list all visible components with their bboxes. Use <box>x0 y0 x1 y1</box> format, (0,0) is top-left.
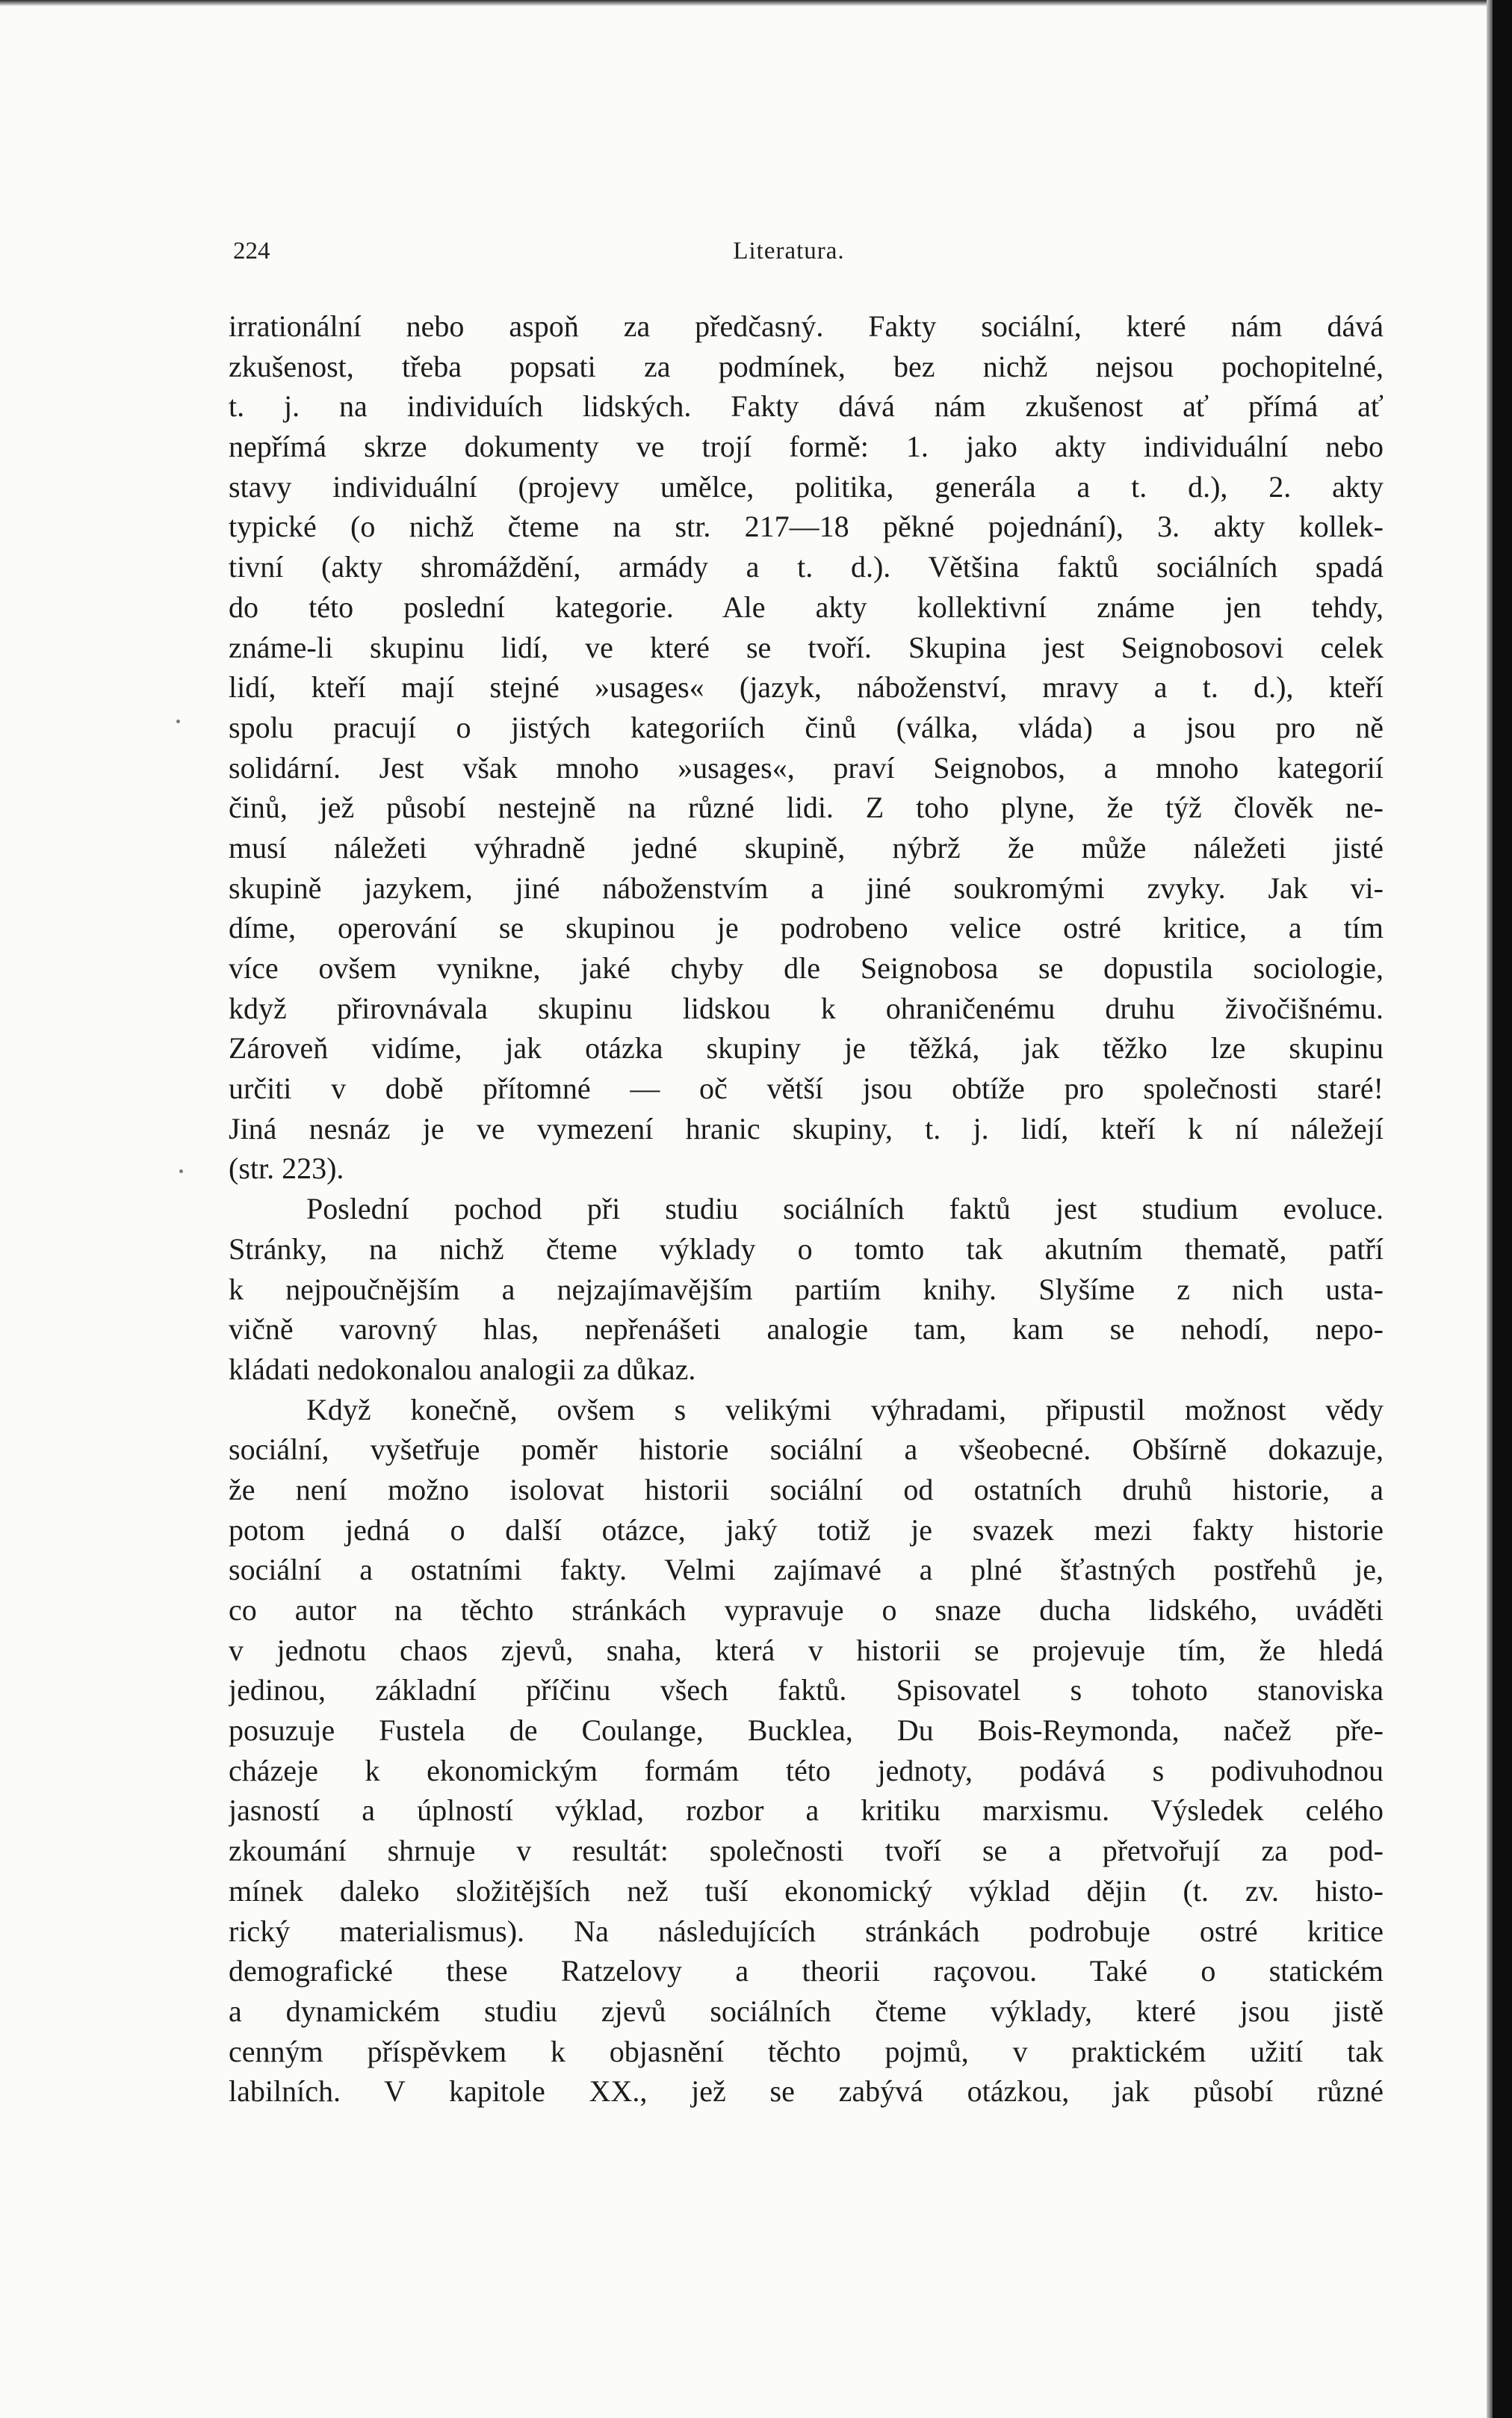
text-line: cenným příspěvkem k objasnění těchto pojmů, v praktickém užití tak <box>229 2034 1384 2068</box>
scan-speck <box>179 1169 183 1173</box>
text-line: díme, operování se skupinou je podrobeno velice ostré kritice, a tím <box>229 911 1384 945</box>
text-line: sociální, vyšetřuje poměr historie sociální a všeobecné. Obšírně dokazuje, <box>229 1432 1384 1467</box>
text-line: nepřímá skrze dokumenty ve trojí formě: 1. jako akty individuální nebo <box>229 430 1384 464</box>
text-line: vičně varovný hlas, nepřenášeti analogie tam, kam se nehodí, nepo- <box>229 1312 1384 1346</box>
text-line: když přirovnávala skupinu lidskou k ohraničenému druhu živočišnému. <box>229 991 1384 1025</box>
text-line: lidí, kteří mají stejné »usages« (jazyk, náboženství, mravy a t. d.), kteří <box>229 670 1384 705</box>
text-line: do této poslední kategorie. Ale akty kollektivní známe jen tehdy, <box>229 590 1384 624</box>
text-line: více ovšem vynikne, jaké chyby dle Seignobosa se dopustila sociologie, <box>229 951 1384 985</box>
text-line: určiti v době přítomné — oč větší jsou obtíže pro společnosti staré! <box>229 1072 1384 1106</box>
text-line: potom jedná o další otázce, jaký totiž je svazek mezi fakty historie <box>229 1512 1384 1547</box>
text-line: Zároveň vidíme, jak otázka skupiny je těžká, jak těžko lze skupinu <box>229 1031 1384 1066</box>
text-line: rický materialismus). Na následujících stránkách podrobuje ostré kritice <box>229 1914 1384 1948</box>
text-line: posuzuje Fustela de Coulange, Bucklea, Du Bois-Reymonda, načež pře- <box>229 1713 1384 1748</box>
text-line: mínek daleko složitějších než tuší ekonomický výklad dějin (t. zv. histo- <box>229 1873 1384 1908</box>
body-text <box>229 306 1384 2112</box>
scan-right-edge <box>1493 0 1512 2418</box>
running-title: Literatura. <box>733 238 845 265</box>
text-line: musí náležeti výhradně jedné skupině, nýbrž že může náležeti jisté <box>229 830 1384 865</box>
text-line: a dynamickém studiu zjevů sociálních čteme výklady, které jsou jistě <box>229 1994 1384 2028</box>
text-line: Stránky, na nichž čteme výklady o tomto tak akutním thematě, patří <box>229 1231 1384 1266</box>
text-line: typické (o nichž čteme na str. 217—18 pěkné pojednání), 3. akty kollek- <box>229 510 1384 544</box>
scan-speck <box>176 720 180 723</box>
text-line: demografické these Ratzelovy a theorii raçovou. Také o statickém <box>229 1954 1384 1988</box>
text-line: v jednotu chaos zjevů, snaha, která v historii se projevuje tím, že hledá <box>229 1633 1384 1667</box>
text-line: jasností a úplností výklad, rozbor a kritiku marxismu. Výsledek celého <box>229 1793 1384 1828</box>
paragraph-first-line: Když konečně, ovšem s velikými výhradami, připustil možnost vědy <box>306 1392 1384 1426</box>
text-line: k nejpoučnějším a nejzajímavějším partiím knihy. Slyšíme z nich usta- <box>229 1272 1384 1306</box>
text-line: jedinou, základní příčinu všech faktů. Spisovatel s tohoto stanoviska <box>229 1673 1384 1707</box>
paragraph-end-line: (str. 223). <box>229 1151 344 1186</box>
running-head <box>233 238 1345 275</box>
text-line: co autor na těchto stránkách vypravuje o snaze ducha lidského, uváděti <box>229 1593 1384 1627</box>
text-line: známe-li skupinu lidí, ve které se tvoří. Skupina jest Seignobosovi celek <box>229 630 1384 664</box>
page-number: 224 <box>233 238 270 265</box>
text-line: Jiná nesnáz je ve vymezení hranic skupiny, t. j. lidí, kteří k ní náležejí <box>229 1111 1384 1145</box>
text-line: stavy individuální (projevy umělce, politika, generála a t. d.), 2. akty <box>229 469 1384 504</box>
text-line: cházeje k ekonomickým formám této jednoty, podává s podivuhodnou <box>229 1753 1384 1787</box>
paragraph-end-line: kládati nedokonalou analogii za důkaz. <box>229 1352 696 1386</box>
text-line: labilních. V kapitole XX., jež se zabývá otázkou, jak působí různé <box>229 2074 1384 2109</box>
page-edge-shadow <box>1487 0 1493 2418</box>
text-line: t. j. na individuích lidských. Fakty dává nám zkušenost ať přímá ať <box>229 389 1384 424</box>
text-line: zkoumání shrnuje v resultát: společnosti tvoří se a přetvořují za pod- <box>229 1834 1384 1868</box>
paragraph-first-line: Poslední pochod při studiu sociálních faktů jest studium evoluce. <box>306 1192 1384 1226</box>
text-line: skupině jazykem, jiné náboženstvím a jiné soukromými zvyky. Jak vi- <box>229 871 1384 905</box>
text-line: solidární. Jest však mnoho »usages«, praví Seignobos, a mnoho kategorií <box>229 750 1384 785</box>
text-line: sociální a ostatními fakty. Velmi zajímavé a plné šťastných postřehů je, <box>229 1553 1384 1587</box>
text-line: irrationální nebo aspoň za předčasný. Fakty sociální, které nám dává <box>229 309 1384 343</box>
text-line: tivní (akty shromáždění, armády a t. d.). Většina faktů sociálních spadá <box>229 550 1384 584</box>
text-line: činů, jež působí nestejně na různé lidi. Z toho plyne, že týž člověk ne- <box>229 791 1384 825</box>
text-line: spolu pracují o jistých kategoriích činů (válka, vláda) a jsou pro ně <box>229 710 1384 744</box>
text-line: že není možno isolovat historii sociální od ostatních druhů historie, a <box>229 1472 1384 1506</box>
text-line: zkušenost, třeba popsati za podmínek, bez nichž nejsou pochopitelné, <box>229 349 1384 383</box>
scan-top-edge <box>0 0 1512 6</box>
